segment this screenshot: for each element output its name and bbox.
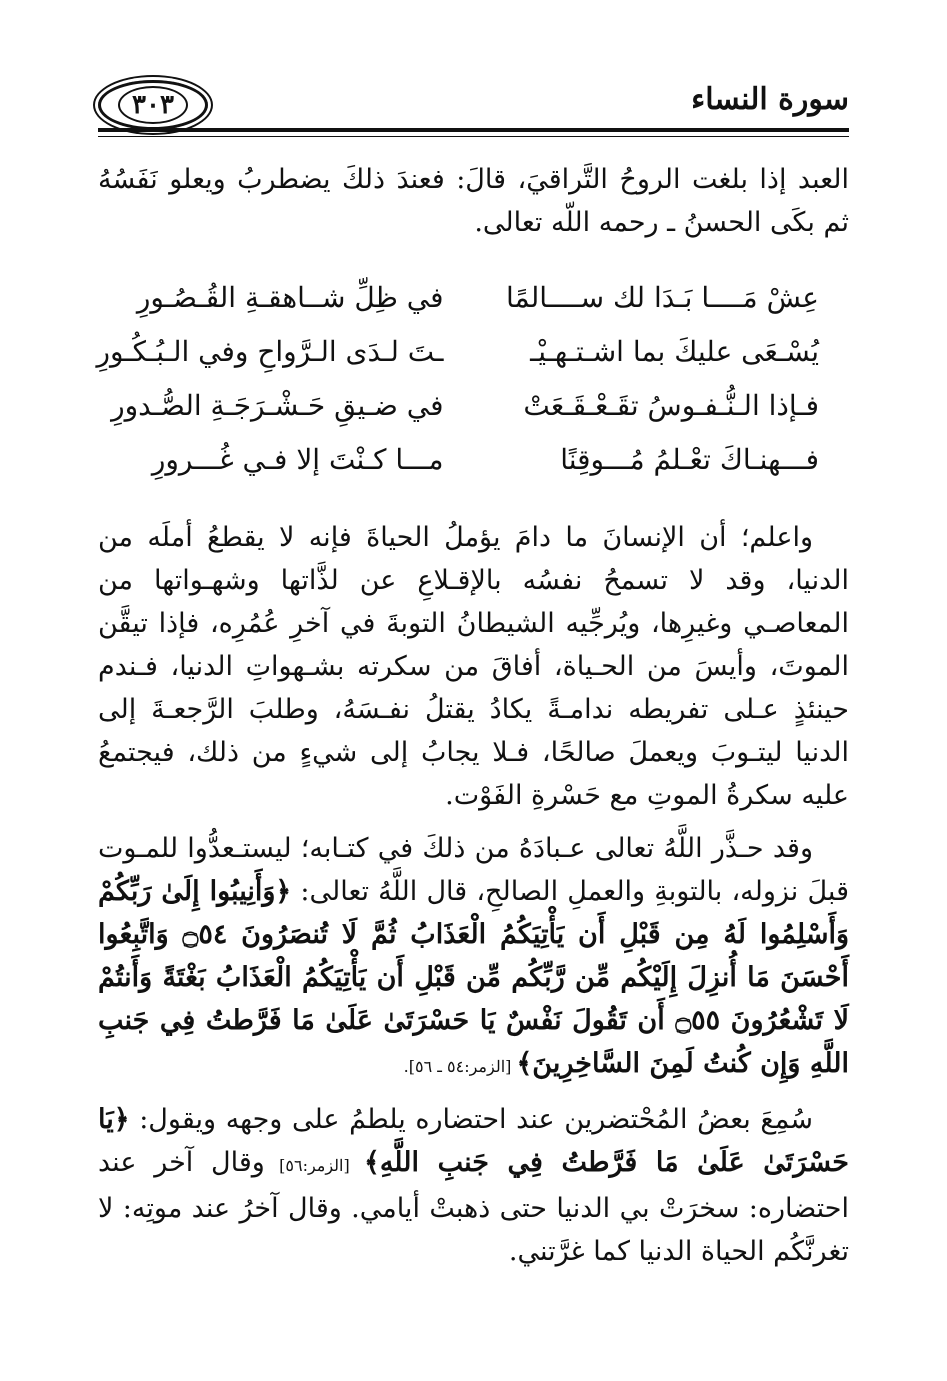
- header-rule-thin: [98, 136, 849, 137]
- quran-verse: ﴿وَأَنِيبُوا إِلَىٰ رَبِّكُمْ وَأَسْلِمُوا لَهُ مِن قَبْلِ أَن يَأْتِيَكُمُ الْعَذَابُ ثُمَّ لَا تُنصَرُونَ ۝٥٤ وَاتَّبِعُوا أَحْسَنَ مَا أُنزِلَ إِلَيْكُم مِّن رَّبِّكُم مِّن قَبْلِ أَن يَأْتِيَكُمُ الْعَذَابُ بَغْتَةً وَأَنتُمْ لَا تَشْعُرُونَ ۝٥٥ أَن تَقُولَ نَفْسٌ يَا حَسْرَتَىٰ عَلَىٰ مَا فَرَّطتُ فِي جَنبِ اللَّهِ وَإِن كُنتُ لَمِنَ السَّاخِرِينَ﴾: [98, 876, 850, 1079]
- poem: [98, 270, 849, 486]
- verse-reference: [الزمر:٥٤ ـ ٥٦].: [403, 1057, 517, 1076]
- poem-verse: [98, 378, 849, 432]
- verse-reference: [الزمر:٥٦]: [264, 1156, 365, 1175]
- paragraph-lead-text: وقد حـذَّر اللَّهُ تعالى عـبادَهُ من ذلكَ في كتـابه؛ ليستـعدُّوا للمـوت قبلَ نزوله، بالتوبةِ والعملِ الصالحِ، قال اللَّهُ تعالى:: [98, 833, 849, 907]
- paragraph-lead-text: سُمِعَ بعضُ المُحْتضرين عند احتضاره يلطمُ على وجهه ويقول:: [129, 1104, 813, 1135]
- poem-hemistich-first: فـــهنـاكَ تعْـلمُ مُـــوقِنًا: [560, 442, 819, 476]
- poem-hemistich-second: في ضـيقِ حَـشْـرَجَـةِ الصُّـدورِ: [111, 388, 444, 422]
- page-number: ٣٠٣: [118, 86, 188, 124]
- poem-hemistich-first: يُسْـعَى عليكَ بما اشـتـهـيْـ: [530, 334, 819, 368]
- poem-hemistich-second: مـــا كـنْتَ إلا فـي غُـــرورِ: [151, 442, 444, 476]
- intro-paragraph: العبد إذا بلغت الروحُ التَّراقيَ، قالَ: فعندَ ذلكَ يضطربُ ويعلو نَفَسُهُ ثم بكَى الحسنُ ـ رحمه اللّه تعالى.: [98, 164, 849, 238]
- poem-hemistich-second: في ظِلِّ شــاهقـةِ القُـصُـورِ: [136, 280, 444, 314]
- poem-hemistich-first: فـإذا الـنُّـفـوسُ تقَـعْـقَـعَتْ: [523, 388, 819, 422]
- paragraph-dying-words: [98, 1098, 849, 1273]
- poem-hemistich-second: ـتَ لـدَى الـرَّواحِ وفي الـبُـكُـورِ: [96, 334, 444, 368]
- paragraph-divine-warning: [98, 827, 849, 1088]
- page-body: [98, 158, 849, 1283]
- poem-hemistich-first: عِشْ مَــــا بَـدَا لك ســــالمًا: [505, 280, 819, 314]
- surah-title: سورة النساء: [691, 82, 849, 117]
- page-header: [98, 72, 849, 136]
- poem-verse: [98, 432, 849, 486]
- poem-verse: [98, 324, 849, 378]
- page-number-badge: [98, 80, 208, 130]
- paragraph-hope-and-regret: واعلم؛ أن الإنسانَ ما دامَ يؤملُ الحياةَ فإنه لا يقطعُ أملَه من الدنيا، وقد لا تسمحُ نفسُه بالإقـلاعِ عن لذَّاتها وشهـواتها من المعاصـي وغيرِها، ويُرجِّيه الشيطانُ التوبةَ في آخرِ عُمُرِه، فإذا تيقَّن الموتَ، وأيسَ من الحـياة، أفاقَ من سكرته بشـهواتِ الدنيا، فـندم حينئذٍ عـلى تفريطه ندامـةً يكادُ يقتلُ نفـسَهُ، وطلبَ الرَّجعـةَ إلى الدنيا ليتـوبَ ويعملَ صالحًا، فـلا يجابُ إلى شيءٍ من ذلك، فيجتمعُ عليه سكرةُ الموتِ مع حَسْرةِ الفَوْت.: [98, 522, 850, 811]
- header-rule-thick: [98, 128, 849, 132]
- quran-verse: ﴿يَا حَسْرَتَىٰ عَلَىٰ مَا فَرَّطتُ فِي جَنبِ اللَّهِ﴾: [98, 1104, 849, 1178]
- paragraph-tail-text: وقال آخر عند احتضاره: سخرَتْ بي الدنيا حتى ذهبتْ أيامي. وقال آخرُ عند موتِه: لا تغرنَّكُم الحياة الدنيا كما غرَّتني.: [98, 1147, 849, 1267]
- poem-verse: [98, 270, 849, 324]
